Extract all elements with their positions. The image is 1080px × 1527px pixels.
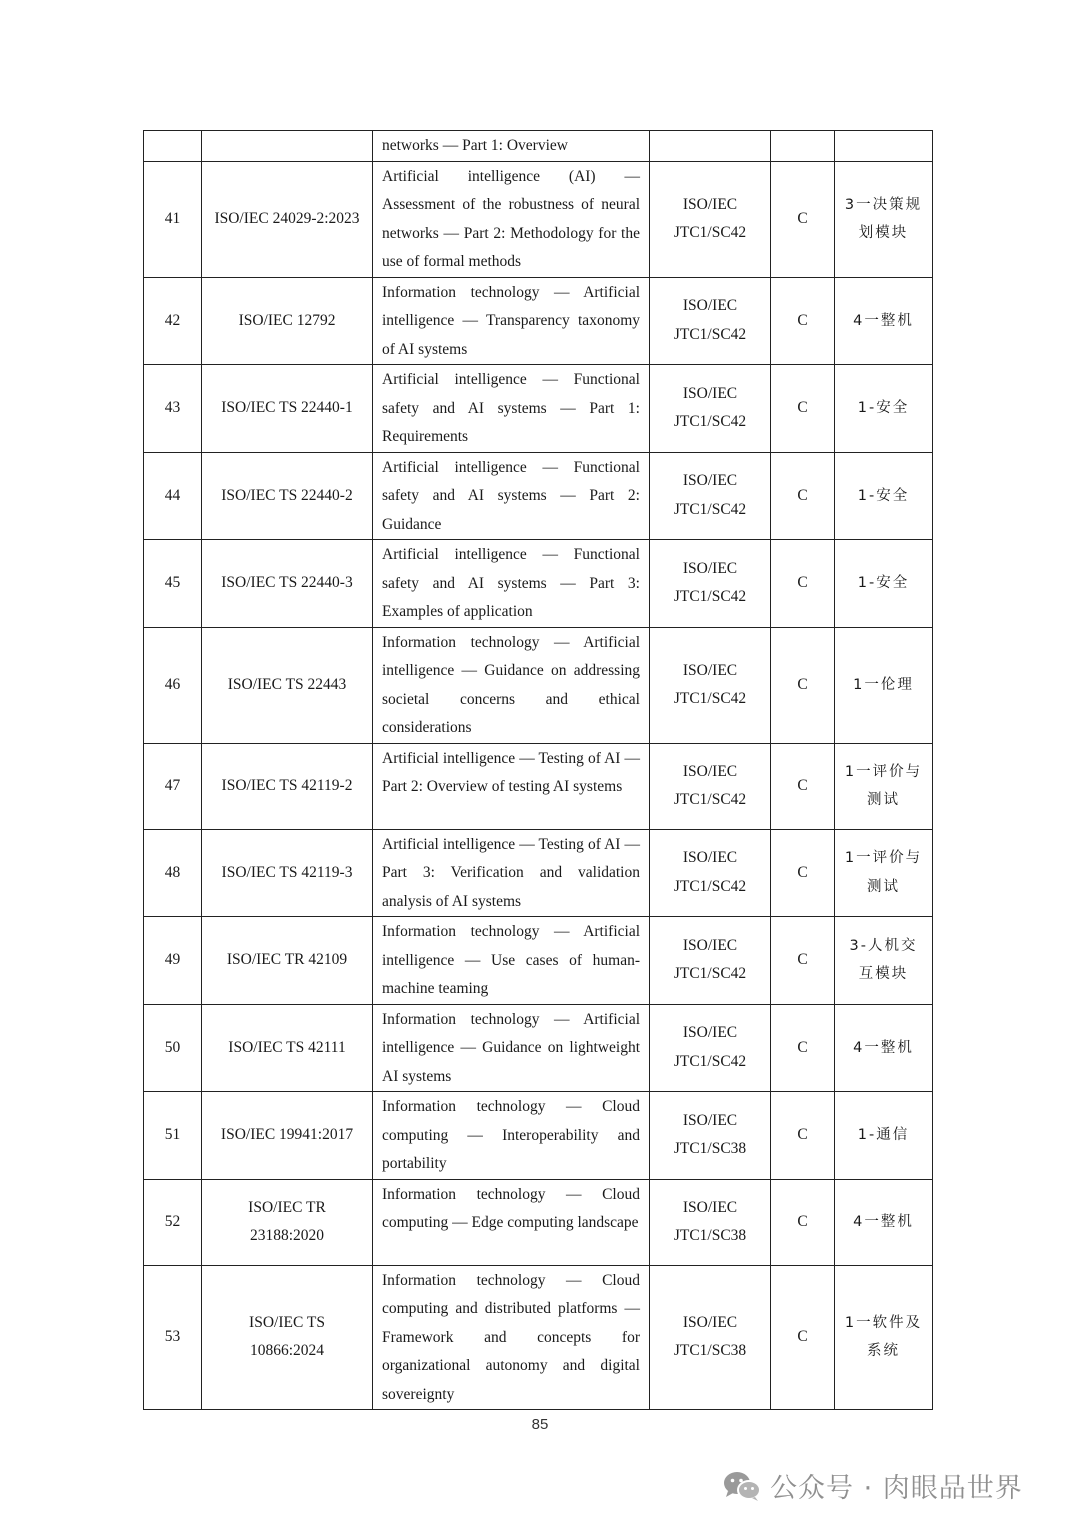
standard-title-cell: Information technology — Artificial intelligence — Guidance on lightweight AI systems [373,1004,650,1092]
table-row [144,452,933,540]
standard-code-cell: ISO/IEC TS 22440-1 [202,365,373,453]
row-number-cell: 43 [144,365,202,453]
category-cell: 1一软件及系统 [835,1265,933,1410]
table-row [144,1004,933,1092]
table-row [144,277,933,365]
standard-code-cell: ISO/IEC TS 42119-2 [202,743,373,829]
standard-code-cell: ISO/IEC TS 10866:2024 [202,1265,373,1410]
standard-code-cell: ISO/IEC TR 42109 [202,917,373,1005]
level-cell: C [771,1265,835,1410]
table-row [144,1265,933,1410]
organization-cell: ISO/IEC JTC1/SC42 [650,161,771,277]
level-cell: C [771,627,835,743]
level-cell [771,131,835,162]
category-cell: 1一评价与测试 [835,743,933,829]
standard-title-cell: Artificial intelligence — Testing of AI — Part 2: Overview of testing AI systems [373,743,650,829]
organization-cell: ISO/IEC JTC1/SC42 [650,277,771,365]
standard-title-cell: Artificial intelligence — Functional safety and AI systems — Part 1: Requirements [373,365,650,453]
standard-title-cell: Information technology — Cloud computing and distributed platforms — Framework and concepts for organizational autonomy and digital sovereignty [373,1265,650,1410]
category-cell [835,131,933,162]
level-cell: C [771,743,835,829]
row-number-cell: 50 [144,1004,202,1092]
standard-title-cell: Artificial intelligence — Testing of AI — Part 3: Verification and validation analysis of AI systems [373,829,650,917]
level-cell: C [771,1092,835,1180]
level-cell: C [771,829,835,917]
table-row [144,627,933,743]
table-row [144,131,933,162]
row-number-cell: 48 [144,829,202,917]
table-row [144,1179,933,1265]
standard-title-cell: Information technology — Cloud computing — Edge computing landscape [373,1179,650,1265]
category-cell: 1-安全 [835,365,933,453]
standard-code-cell: ISO/IEC 19941:2017 [202,1092,373,1180]
category-cell: 1-安全 [835,452,933,540]
level-cell: C [771,1179,835,1265]
standard-title-cell: networks — Part 1: Overview [373,131,650,162]
standard-code-cell: ISO/IEC 12792 [202,277,373,365]
standard-title-cell: Artificial intelligence (AI) — Assessment of the robustness of neural networks — Part 2: Methodology for the use of formal methods [373,161,650,277]
row-number-cell: 49 [144,917,202,1005]
standard-code-cell: ISO/IEC TS 22443 [202,627,373,743]
row-number-cell: 44 [144,452,202,540]
table-row [144,540,933,628]
standard-title-cell: Information technology — Artificial intelligence — Transparency taxonomy of AI systems [373,277,650,365]
table-row [144,743,933,829]
organization-cell: ISO/IEC JTC1/SC42 [650,452,771,540]
level-cell: C [771,161,835,277]
standards-table [143,130,933,1410]
level-cell: C [771,365,835,453]
level-cell: C [771,277,835,365]
standard-title-cell: Information technology — Cloud computing — Interoperability and portability [373,1092,650,1180]
watermark [722,1466,1023,1505]
row-number-cell: 53 [144,1265,202,1410]
standard-code-cell [202,131,373,162]
organization-cell: ISO/IEC JTC1/SC38 [650,1265,771,1410]
row-number-cell: 52 [144,1179,202,1265]
standard-code-cell: ISO/IEC TS 42111 [202,1004,373,1092]
category-cell: 1-安全 [835,540,933,628]
standard-title-cell: Information technology — Artificial intelligence — Use cases of human-machine teaming [373,917,650,1005]
row-number-cell: 45 [144,540,202,628]
row-number-cell: 41 [144,161,202,277]
row-number-cell: 46 [144,627,202,743]
table-row [144,365,933,453]
category-cell: 1-通信 [835,1092,933,1180]
organization-cell: ISO/IEC JTC1/SC42 [650,365,771,453]
organization-cell: ISO/IEC JTC1/SC42 [650,917,771,1005]
standard-code-cell: ISO/IEC TS 22440-3 [202,540,373,628]
standard-title-cell: Artificial intelligence — Functional safety and AI systems — Part 2: Guidance [373,452,650,540]
organization-cell: ISO/IEC JTC1/SC42 [650,1004,771,1092]
organization-cell: ISO/IEC JTC1/SC42 [650,743,771,829]
category-cell: 4一整机 [835,1179,933,1265]
category-cell: 3一决策规划模块 [835,161,933,277]
row-number-cell [144,131,202,162]
organization-cell: ISO/IEC JTC1/SC42 [650,540,771,628]
level-cell: C [771,1004,835,1092]
watermark-text: 公众号 · 肉眼品世界 [770,1473,1023,1504]
organization-cell: ISO/IEC JTC1/SC42 [650,829,771,917]
standard-title-cell: Artificial intelligence — Functional safety and AI systems — Part 3: Examples of application [373,540,650,628]
organization-cell: ISO/IEC JTC1/SC38 [650,1092,771,1180]
standard-title-cell: Information technology — Artificial intelligence — Guidance on addressing societal concerns and ethical considerations [373,627,650,743]
standard-code-cell: ISO/IEC TR 23188:2020 [202,1179,373,1265]
level-cell: C [771,540,835,628]
category-cell: 4一整机 [835,1004,933,1092]
standard-code-cell: ISO/IEC TS 42119-3 [202,829,373,917]
row-number-cell: 51 [144,1092,202,1180]
standard-code-cell: ISO/IEC 24029-2:2023 [202,161,373,277]
level-cell: C [771,452,835,540]
page-number: 85 [531,1416,549,1433]
table-row [144,1092,933,1180]
table-row [144,829,933,917]
organization-cell [650,131,771,162]
table-row [144,917,933,1005]
level-cell: C [771,917,835,1005]
row-number-cell: 47 [144,743,202,829]
organization-cell: ISO/IEC JTC1/SC42 [650,627,771,743]
standard-code-cell: ISO/IEC TS 22440-2 [202,452,373,540]
row-number-cell: 42 [144,277,202,365]
category-cell: 1一伦理 [835,627,933,743]
category-cell: 4一整机 [835,277,933,365]
organization-cell: ISO/IEC JTC1/SC38 [650,1179,771,1265]
category-cell: 3-人机交互模块 [835,917,933,1005]
category-cell: 1一评价与测试 [835,829,933,917]
wechat-icon [722,1470,762,1502]
table-row [144,161,933,277]
